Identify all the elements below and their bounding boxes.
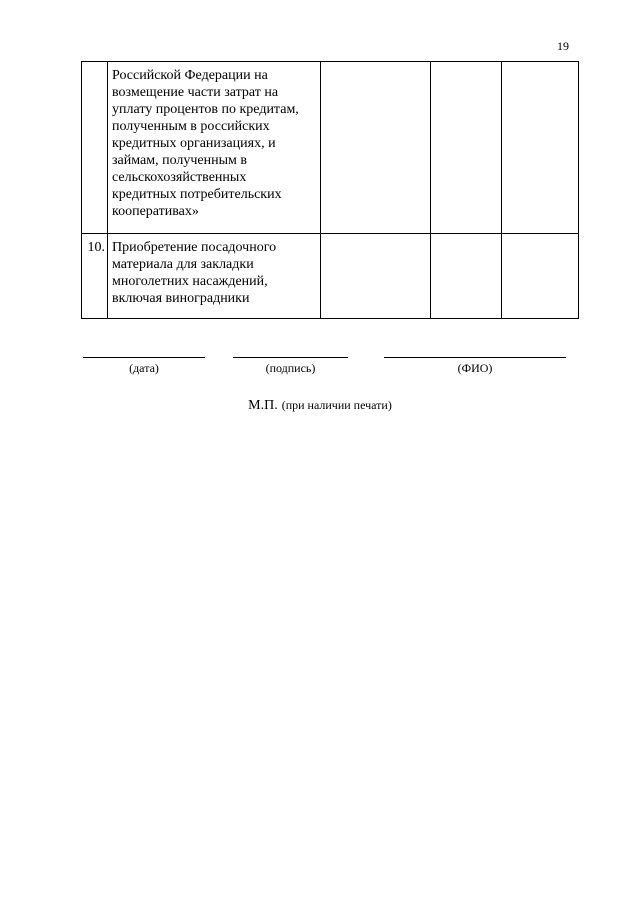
- empty-cell: [321, 62, 431, 234]
- empty-cell: [321, 234, 431, 319]
- table-row: [82, 62, 579, 234]
- stamp-note: (при наличии печати): [281, 398, 392, 412]
- stamp-block: [0, 396, 640, 415]
- stamp-label: М.П.: [248, 398, 278, 413]
- signature-label: (подпись): [265, 361, 316, 375]
- table-row: [82, 234, 579, 319]
- subsidy-table: [81, 61, 579, 319]
- row-number: 10.: [82, 234, 108, 319]
- date-label: (дата): [129, 361, 159, 375]
- empty-cell: [502, 62, 579, 234]
- empty-cell: [431, 62, 502, 234]
- signature-line: [233, 357, 348, 358]
- empty-cell: [431, 234, 502, 319]
- date-signature-line: [83, 357, 205, 358]
- page-number: 19: [557, 39, 569, 53]
- row-description: Приобретение посадочного материала для закладки многолетних насаждений, включая виноградники: [108, 234, 321, 319]
- name-signature-line: [384, 357, 566, 358]
- empty-cell: [502, 234, 579, 319]
- row-description: Российской Федерации на возмещение части затрат на уплату процентов по кредитам, полученным в российских кредитных организациях, и займам, полученным в сельскохозяйственных кредитных потребительских кооперативах»: [108, 62, 321, 234]
- name-label: (ФИО): [457, 361, 493, 375]
- row-number: [82, 62, 108, 234]
